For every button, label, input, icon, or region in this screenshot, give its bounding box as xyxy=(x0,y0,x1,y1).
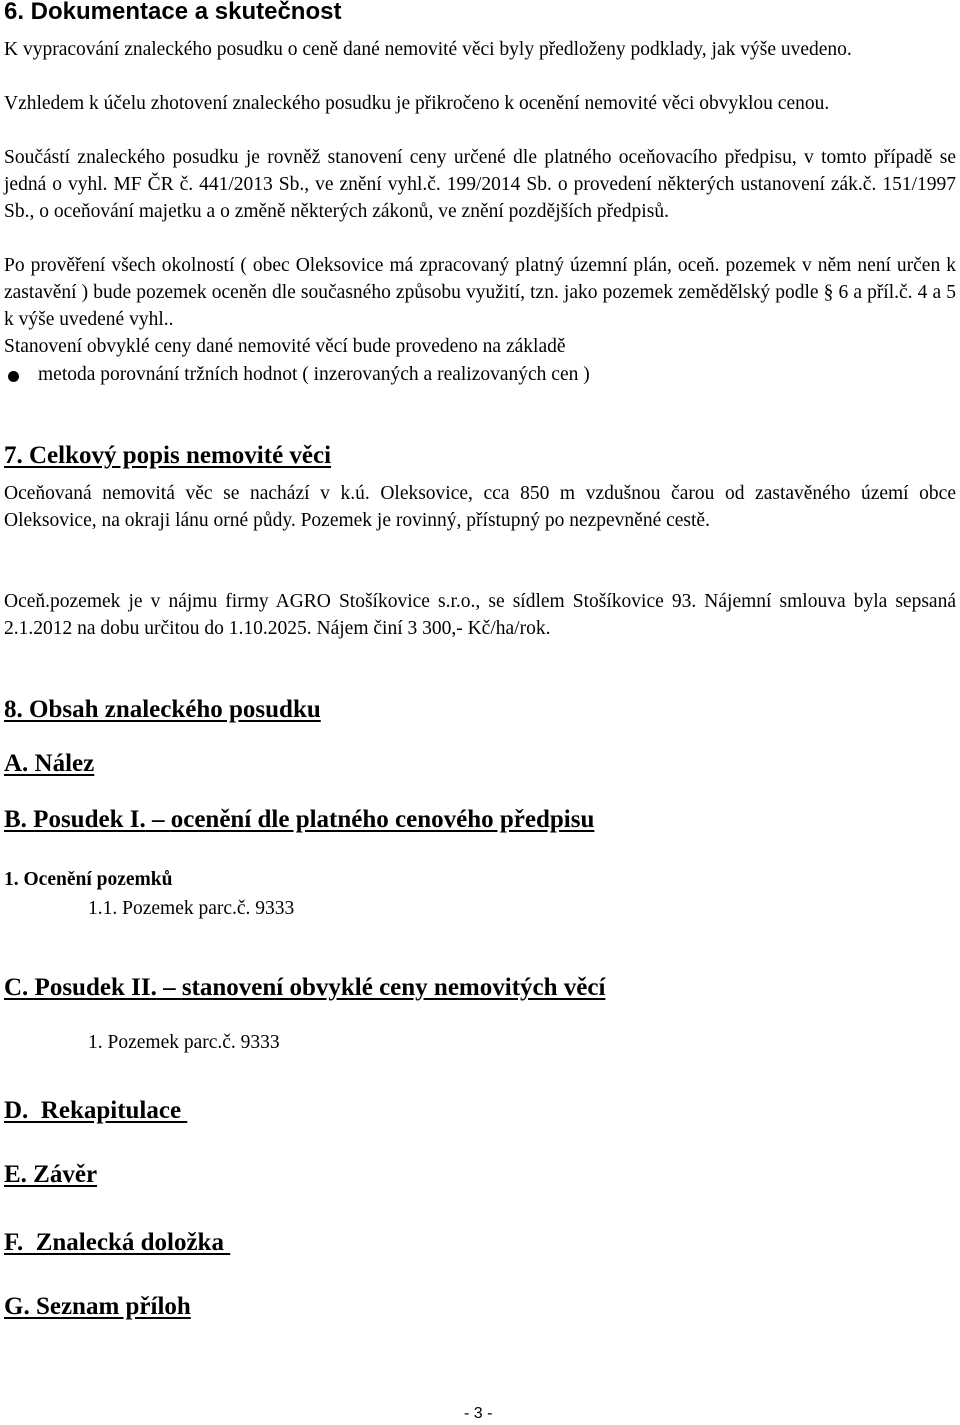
item-b-dash: – xyxy=(145,806,171,833)
item-c-dash: – xyxy=(156,974,182,1001)
section-6-paragraph-4: Po prověření všech okolností ( obec Oleksovice má zpracovaný platný územní plán, oceň. pozemek v něm není určen k zastavění ) bude pozemek oceněn dle současného způsobu využití, tzn. jako pozemek zemědělský podle § 6 a příl.č. 4 a 5 k výše uvedené vyhl.. xyxy=(4,255,956,330)
section-7-paragraph-1: Oceňovaná nemovitá věc se nachází v k.ú. Oleksovice, cca 850 m vzdušnou čarou od zastavěného území obce Oleksovice, na okraji lánu orné půdy. Pozemek je rovinný, přístupný po nezpevněné cestě. xyxy=(4,483,956,531)
item-g-seznam-priloh: G. Seznam příloh xyxy=(4,1293,191,1320)
bullet-icon xyxy=(8,371,19,382)
section-6-paragraph-5: Stanovení obvyklé ceny dané nemovité věcí bude provedeno na základě xyxy=(4,336,566,357)
item-b-prefix: B. Posudek I. xyxy=(4,806,146,833)
item-c-sub-1: 1. Pozemek parc.č. 9333 xyxy=(88,1032,280,1053)
item-c-posudek-2 xyxy=(4,974,605,1002)
page-number: - 3 - xyxy=(464,1405,493,1422)
item-f-znalecka-dolozka: F. Znalecká doložka xyxy=(4,1229,231,1256)
item-b-sub-1-1: 1.1. Pozemek parc.č. 9333 xyxy=(88,898,295,919)
section-6-heading: 6. Dokumentace a skutečnost xyxy=(4,0,342,25)
item-b-posudek-1 xyxy=(4,806,594,834)
item-c-prefix: C. Posudek II. xyxy=(4,974,157,1001)
section-6-paragraph-1: K vypracování znaleckého posudku o ceně dané nemovité věci byly předloženy podklady, jak výše uvedeno. xyxy=(4,39,852,60)
section-8-heading: 8. Obsah znaleckého posudku xyxy=(4,696,321,723)
bullet-item: metoda porovnání tržních hodnot ( inzerovaných a realizovaných cen ) xyxy=(38,364,590,385)
item-e-zaver: E. Závěr xyxy=(4,1161,98,1188)
item-b-suffix: ocenění dle platného cenového předpisu xyxy=(170,806,595,833)
section-6-paragraph-2: Vzhledem k účelu zhotovení znaleckého posudku je přikročeno k ocenění nemovité věci obvyklou cenou. xyxy=(4,93,830,114)
item-d-rekapitulace: D. Rekapitulace xyxy=(4,1097,188,1124)
section-7-paragraph-2: Oceň.pozemek je v nájmu firmy AGRO Stošíkovice s.r.o., se sídlem Stošíkovice 93. Nájemní smlouva byla sepsaná 2.1.2012 na dobu určitou do 1.10.2025. Nájem činí 3 300,- Kč/ha/rok. xyxy=(4,591,956,639)
section-7-heading: 7. Celkový popis nemovité věci xyxy=(4,442,332,469)
item-b-sub-1: 1. Ocenění pozemků xyxy=(4,869,173,890)
item-c-suffix: stanovení obvyklé ceny nemovitých věcí xyxy=(181,974,606,1001)
section-6-paragraph-3: Součástí znaleckého posudku je rovněž stanovení ceny určené dle platného oceňovacího předpisu, v tomto případě se jedná o vyhl. MF ČR č. 441/2013 Sb., ve znění vyhl.č. 199/2014 Sb. o provedení některých ustanovení zák.č. 151/1997 Sb., o oceňování majetku a o změně některých zákonů, ve znění pozdějších předpisů. xyxy=(4,147,956,222)
item-a-nalez: A. Nález xyxy=(4,750,95,777)
